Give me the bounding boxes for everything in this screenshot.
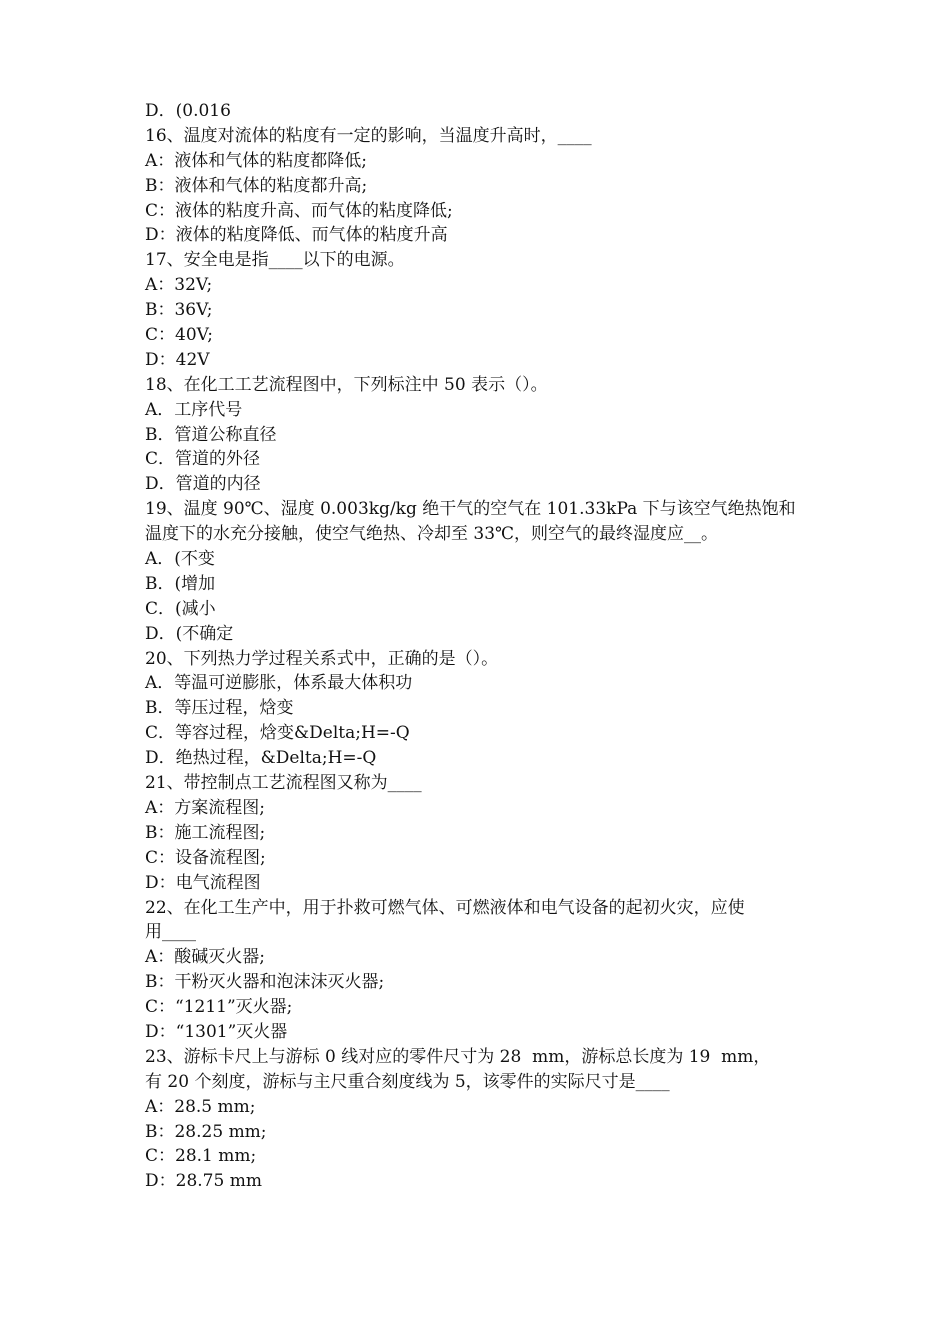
option-line: D：液体的粘度降低、而气体的粘度升高	[145, 225, 448, 246]
question-23-line-1: 23、游标卡尺上与游标 0 线对应的零件尺寸为 28 mm，游标总长度为 19 mm，	[145, 1046, 771, 1067]
option-line: D：42V	[145, 349, 210, 370]
option-line: A：32V;	[145, 275, 213, 296]
option-line: A：方案流程图;	[145, 797, 266, 818]
option-line: D：“1301”灭火器	[145, 1021, 288, 1042]
option-line: A．等温可逆膨胀，体系最大体积功	[145, 673, 413, 694]
option-line: C．等容过程，焓变&Delta;H=-Q	[145, 723, 410, 744]
option-line: D．(不确定	[145, 623, 234, 644]
option-line: B．(增加	[145, 573, 216, 594]
question-22-line-1: 22、在化工生产中，用于扑救可燃气体、可燃液体和电气设备的起初火灾，应使	[145, 897, 745, 918]
question-21: 21、带控制点工艺流程图又称为____	[145, 773, 422, 794]
option-line: C：“1211”灭火器;	[145, 997, 293, 1018]
option-line: A．(不变	[145, 549, 215, 570]
question-17: 17、安全电是指____以下的电源。	[145, 250, 405, 271]
option-line: B：干粉灭火器和泡沫沫灭火器;	[145, 972, 385, 993]
option-line: A：液体和气体的粘度都降低;	[145, 150, 368, 171]
option-line: C．(减小	[145, 598, 216, 619]
question-list	[145, 99, 817, 1194]
option-line: B：28.25 mm;	[145, 1121, 267, 1142]
option-line: A：酸碱灭火器;	[145, 947, 266, 968]
option-line: B：施工流程图;	[145, 822, 266, 843]
option-line: C：28.1 mm;	[145, 1146, 257, 1167]
option-line: D．管道的内径	[145, 474, 261, 495]
option-line: B．等压过程，焓变	[145, 698, 294, 719]
option-line: B：36V;	[145, 300, 213, 321]
question-19-line-2: 温度下的水充分接触，使空气绝热、冷却至 33℃，则空气的最终湿度应__。	[145, 524, 719, 545]
question-18: 18、在化工工艺流程图中，下列标注中 50 表示（）。	[145, 374, 548, 395]
option-line: C：液体的粘度升高、而气体的粘度降低;	[145, 200, 453, 221]
option-line: D．绝热过程，&Delta;H=-Q	[145, 748, 377, 769]
option-line: B：液体和气体的粘度都升高;	[145, 175, 368, 196]
option-line: C．管道的外径	[145, 449, 261, 470]
option-line: B．管道公称直径	[145, 424, 277, 445]
question-16: 16、温度对流体的粘度有一定的影响，当温度升高时，____	[145, 125, 592, 146]
question-20: 20、下列热力学过程关系式中，正确的是（）。	[145, 648, 499, 669]
question-19-line-1: 19、温度 90℃、湿度 0.003kg/kg 绝干气的空气在 101.33kPa 下与该空气绝热饱和	[145, 499, 796, 520]
option-line: C：40V;	[145, 325, 213, 346]
option-line: D．(0.016	[145, 101, 231, 121]
option-line: A．工序代号	[145, 399, 243, 420]
question-23-line-2: 有 20 个刻度，游标与主尺重合刻度线为 5，该零件的实际尺寸是____	[145, 1071, 670, 1092]
option-line: A：28.5 mm;	[145, 1096, 256, 1117]
option-line: D：28.75 mm	[145, 1171, 262, 1192]
question-22-line-2: 用____	[145, 922, 196, 943]
option-line: D：电气流程图	[145, 872, 261, 893]
option-line: C：设备流程图;	[145, 847, 266, 868]
